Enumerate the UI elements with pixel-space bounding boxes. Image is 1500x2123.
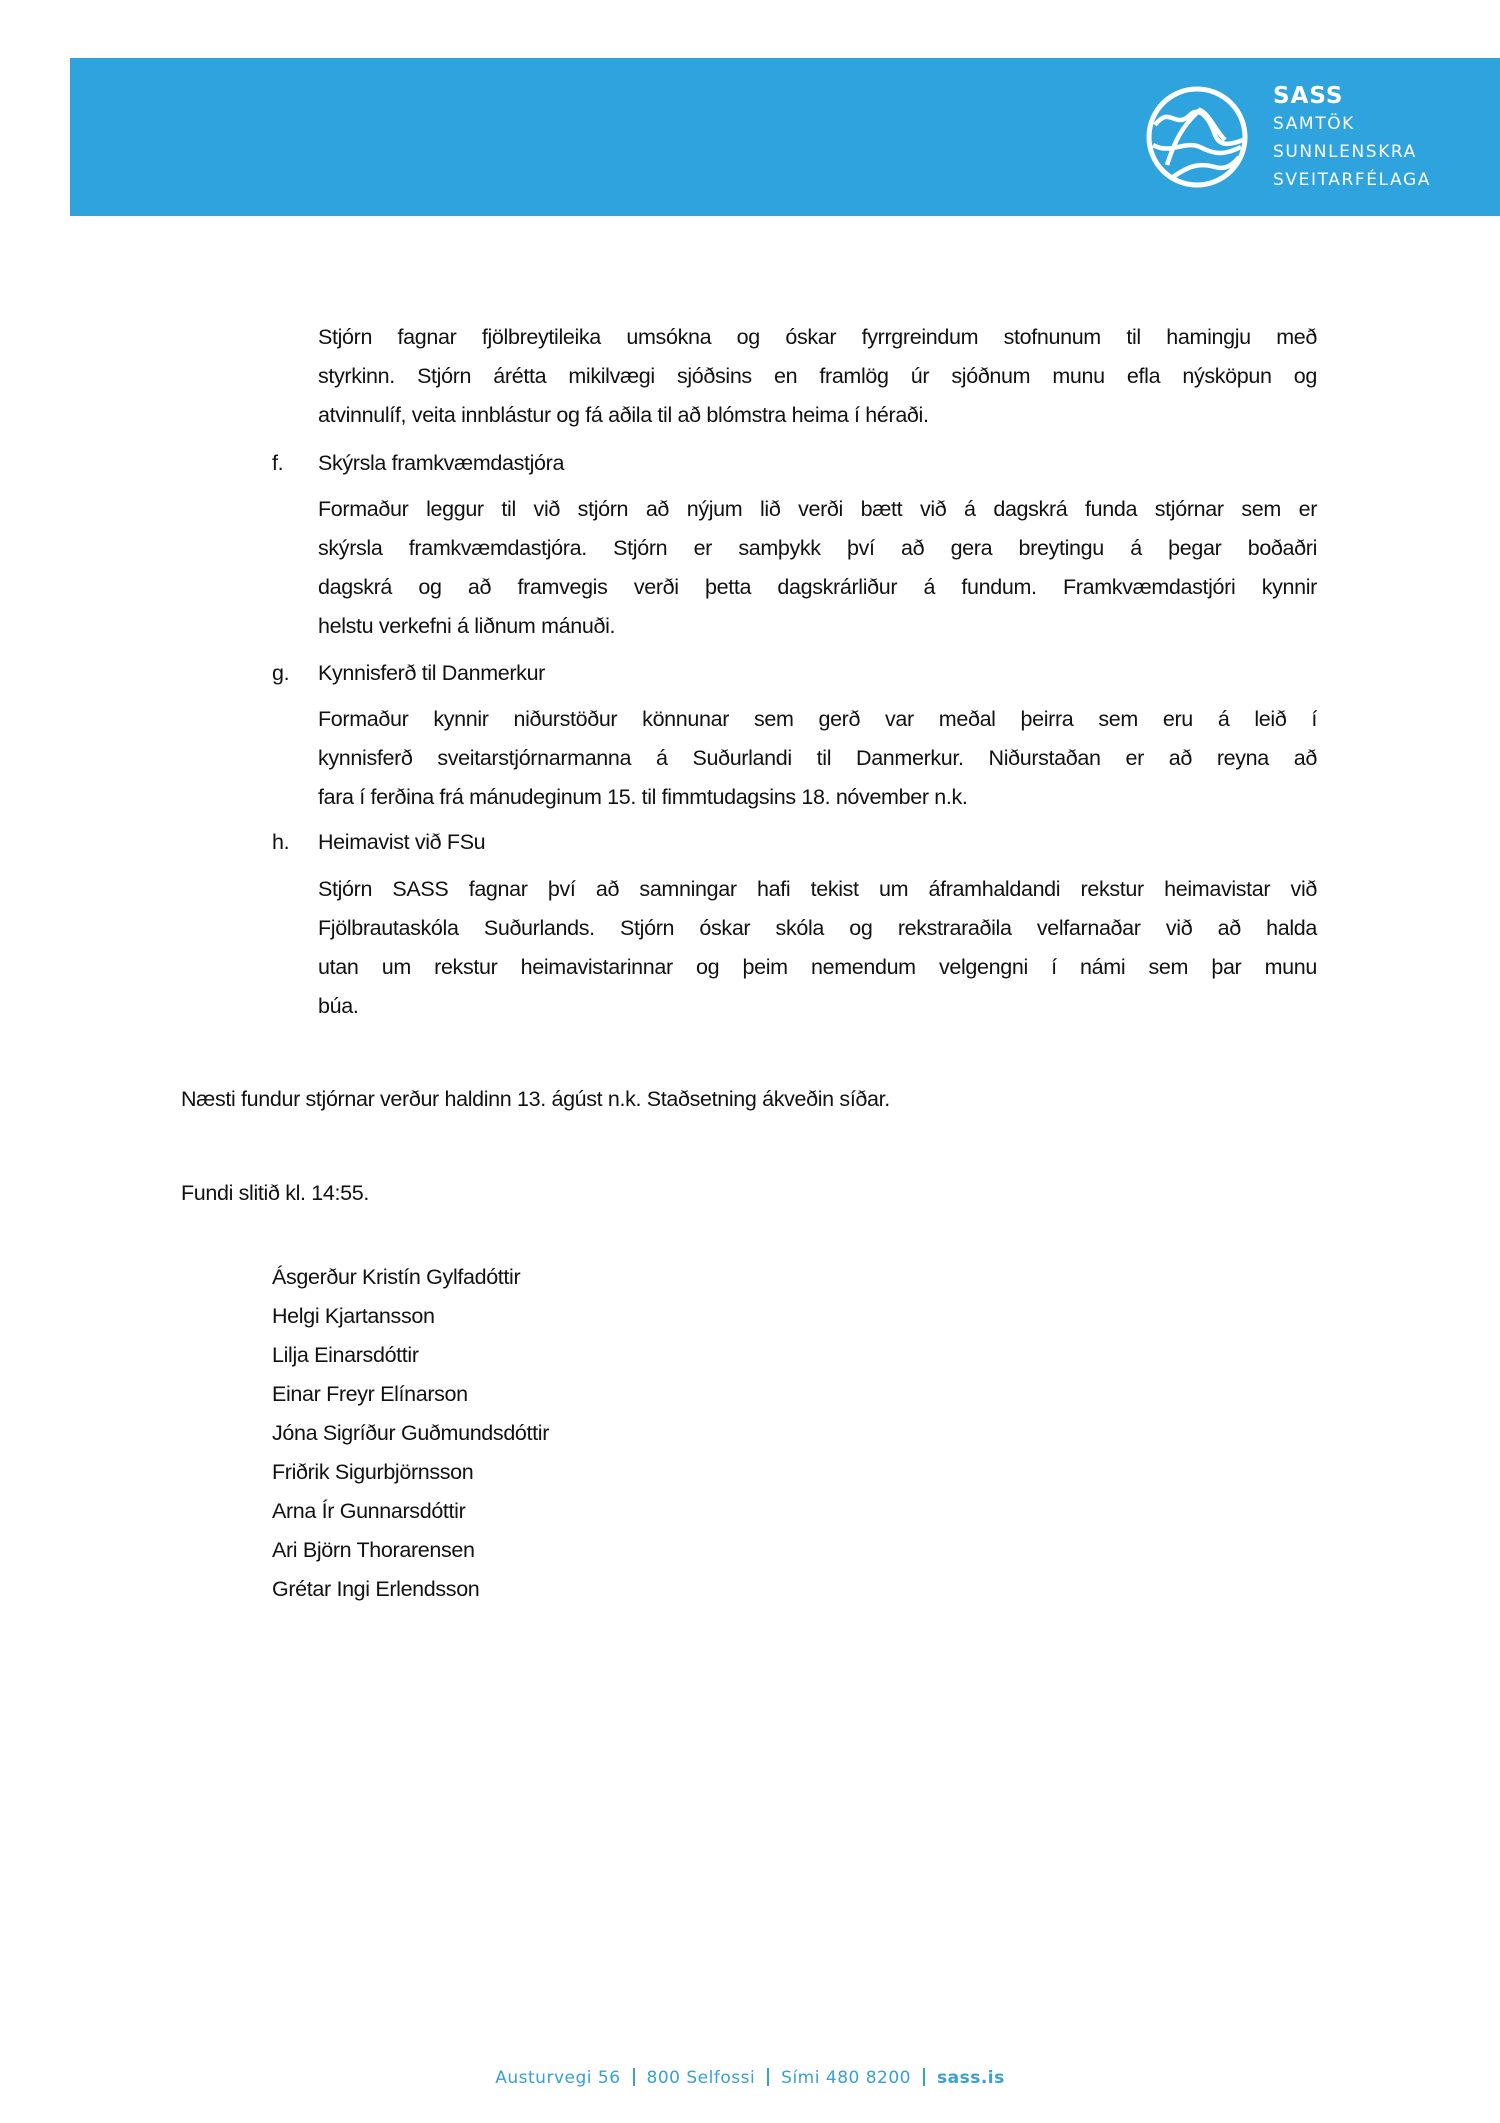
footer-address: Austurvegi 56 (495, 2068, 621, 2088)
intro-paragraph (318, 318, 1317, 435)
divider (633, 2068, 635, 2086)
item-letter: h. (272, 830, 290, 854)
text-line: kynnisferð sveitarstjórnarmanna á Suðurlandi til Danmerkur. Niðurstaðan er að reyna að (318, 746, 1317, 770)
item-letter: f. (272, 451, 284, 475)
footer-contact (0, 2068, 1500, 2088)
attendee-name: Einar Freyr Elínarson (272, 1382, 468, 1406)
text-line: fara í ferðina frá mánudeginum 15. til fimmtudagsins 18. nóvember n.k. (318, 785, 968, 809)
agenda-item-paragraph (318, 870, 1317, 1026)
text-line: dagskrá og að framvegis verði þetta dagskrárliður á fundum. Framkvæmdastjóri kynnir (318, 575, 1317, 599)
text-line: helstu verkefni á liðnum mánuði. (318, 614, 616, 638)
text-line: Fjölbrautaskóla Suðurlands. Stjórn óskar skóla og rekstraraðila velfarnaðar við að halda (318, 916, 1317, 940)
text-line: Formaður kynnir niðurstöður könnunar sem gerð var meðal þeirra sem eru á leið í (318, 707, 1317, 731)
brand-line: SUNNLENSKRA (1273, 142, 1417, 162)
text-line: utan um rekstur heimavistarinnar og þeim nemendum velgengni í námi sem þar munu (318, 955, 1317, 979)
item-title: Kynnisferð til Danmerkur (318, 661, 545, 685)
agenda-item-heading (272, 444, 564, 483)
text-line: Stjórn SASS fagnar því að samningar hafi tekist um áframhaldandi rekstur heimavistar við (318, 877, 1317, 901)
text-line: styrkinn. Stjórn árétta mikilvægi sjóðsins en framlög úr sjóðnum munu efla nýsköpun og (318, 364, 1317, 388)
agenda-item-paragraph (318, 490, 1317, 646)
attendee-name: Grétar Ingi Erlendsson (272, 1577, 480, 1601)
footer-phone: Sími 480 8200 (781, 2068, 911, 2088)
brand-block (1273, 82, 1431, 194)
text-line: Stjórn fagnar fjölbreytileika umsókna og óskar fyrrgreindum stofnunum til hamingju með (318, 325, 1317, 349)
footer-postal: 800 Selfossi (646, 2068, 756, 2088)
item-letter: g. (272, 661, 290, 685)
attendee-name: Ari Björn Thorarensen (272, 1538, 475, 1562)
text-line: atvinnulíf, veita innblástur og fá aðila til að blómstra heima í héraði. (318, 403, 929, 427)
agenda-item-heading (272, 654, 545, 693)
agenda-item-paragraph (318, 700, 1317, 817)
brand-line: SVEITARFÉLAGA (1273, 170, 1431, 190)
attendee-name: Jóna Sigríður Guðmundsdóttir (272, 1421, 550, 1445)
attendee-name: Helgi Kjartansson (272, 1304, 435, 1328)
closing-text: Fundi slitið kl. 14:55. (181, 1181, 369, 1205)
item-title: Heimavist við FSu (318, 830, 486, 854)
attendee-list (272, 1258, 549, 1609)
divider (767, 2068, 769, 2086)
text-line: búa. (318, 994, 359, 1018)
brand-line: SAMTÖK (1273, 114, 1355, 134)
attendee-name: Ásgerður Kristín Gylfadóttir (272, 1265, 521, 1289)
next-meeting-text: Næsti fundur stjórnar verður haldinn 13. ágúst n.k. Staðsetning ákveðin síðar. (181, 1087, 890, 1111)
sass-logo-icon (1145, 85, 1249, 189)
attendee-name: Lilja Einarsdóttir (272, 1343, 419, 1367)
brand-short: SASS (1273, 83, 1344, 109)
text-line: skýrsla framkvæmdastjóra. Stjórn er samþykk því að gera breytingu á þegar boðaðri (318, 536, 1317, 560)
attendee-name: Friðrik Sigurbjörnsson (272, 1460, 474, 1484)
item-title: Skýrsla framkvæmdastjóra (318, 451, 565, 475)
agenda-item-heading (272, 823, 485, 862)
footer-website-link[interactable]: sass.is (937, 2068, 1005, 2088)
divider (923, 2068, 925, 2086)
attendee-name: Arna Ír Gunnarsdóttir (272, 1499, 466, 1523)
text-line: Formaður leggur til við stjórn að nýjum lið verði bætt við á dagskrá funda stjórnar sem er (318, 497, 1317, 521)
